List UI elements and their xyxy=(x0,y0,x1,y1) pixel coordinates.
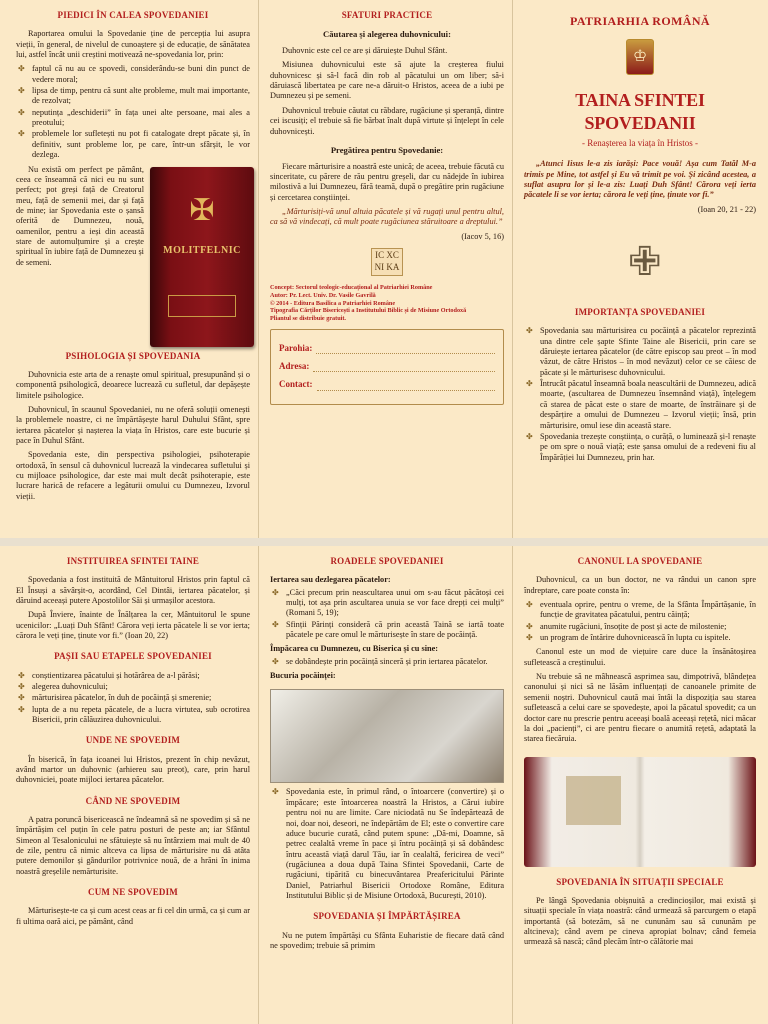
list-item: ✤ lipsa de timp, pentru că sunt alte probleme, mult mai importante, de rezolvat; xyxy=(30,86,250,107)
free-note: Pliantul se distribuie gratuit. xyxy=(270,315,346,323)
paragraph: Spovedania este, din perspectiva psihologiei, psihoterapie ortodoxă, în sensul că duhovnicul lucrează la vindecarea sufletului și cu mijloace psihologice, dar este mai mult decât psihoterapie, este lucrare harică de refacere a legăturii omului cu Dumnezeu, Izvorul vieții. xyxy=(16,450,250,501)
section-heading: SFATURI PRACTICE xyxy=(341,10,433,20)
credit-line: Concept: Sectorul teologic-educațional al Patriarhiei Române xyxy=(270,284,433,292)
confession-photo xyxy=(270,689,504,783)
panel-obstacles xyxy=(8,0,258,506)
paragraph: Raportarea omului la Spovedanie ține de percepția lui asupra vieții, în general, de nivelul de cunoaștere și de educație, de sănătatea lui, astfel încât unii creștini motivează ne-spovedania lor, prin: xyxy=(16,29,250,59)
fill-line xyxy=(316,345,495,354)
panel-practical-advice xyxy=(262,0,512,405)
list-item: ✤ neputința „deschiderii” în fața unei alte persoane, mai ales a preotului; xyxy=(30,108,250,129)
fill-line xyxy=(313,363,495,372)
paragraph: Nu trebuie să ne mâhnească asprimea sau, dimpotrivă, blândețea canonului și nici să ne lăsăm influențați de canoanele primite de semenii noștri. Duhovnicul caută mai întâi la dispoziția sau starea sufletească a celui care se spovedește, apoi la păcatul spovedit; ca un doctor care nu prescrie pentru aceeași boală aceeași rețetă, nici măcar la doi „pacienți”, ci are pentru fiecare o anumită rețetă, adaptată la starea fiecăruia. xyxy=(524,672,756,744)
paragraph: În biserică, în fața icoanei lui Hristos, prezent în chip nevăzut, având martor un duhovnic (arhiereu sau preot), care, prin harul duhovniciei, poate mijloci iertarea păcatelor. xyxy=(16,754,250,785)
field-label: Parohia: xyxy=(279,342,313,353)
field-label: Contact: xyxy=(279,379,313,390)
column-divider xyxy=(512,0,513,538)
fill-line xyxy=(317,382,496,391)
section-heading: PIEDICI ÎN CALEA SPOVEDANIEI xyxy=(57,10,209,20)
list-item: ✤ mărturisirea păcatelor, în duh de pocăință și smerenie; xyxy=(30,693,250,703)
paragraph: Nu ne putem împărtăși cu Sfânta Euharistie de fiecare dată când ne spovedim; trebuie să primim xyxy=(270,930,504,951)
field-label: Adresa: xyxy=(279,361,310,372)
patriarchate-crest-icon: ♔ xyxy=(626,39,654,75)
parish-field xyxy=(279,343,495,354)
section-heading: ROADELE SPOVEDANIEI xyxy=(330,556,444,566)
section-heading: CÂND NE SPOVEDIM xyxy=(85,795,181,806)
list-item: ✤ Spovedania sau mărturisirea cu pocăință a păcatelor reprezintă una dintre cele șapte Sfinte Taine ale Bisericii, prin care se dăruiește iertarea păcatelor (de către episcop sau preot – în mod văzut, de către Hristos – în mod nevăzut) celor ce se căiesc de păcate și le mărturisesc duhovnicului. xyxy=(538,326,756,378)
paragraph: Mărturisește-te ca și cum acest ceas ar fi cel din urmă, ca și cum ar fi ultima oară aici, pe pământ, când xyxy=(16,906,250,926)
paragraph: Duhovnicul, ca un bun doctor, ne va rândui un canon spre îndreptare, care poate consta în: xyxy=(524,575,756,595)
page-title: TAINA SFINTEI SPOVEDANII xyxy=(575,90,705,133)
leaflet-inner-side xyxy=(0,546,768,1024)
section-heading: SPOVEDANIA ȘI ÎMPĂRTĂȘIREA xyxy=(313,911,461,922)
list-item: ✤ conștientizarea păcatului și hotărârea de a-l părăsi; xyxy=(30,671,250,681)
credit-line: © 2014 - Editura Basilica a Patriarhiei Române xyxy=(270,299,396,307)
section-heading: UNDE NE SPOVEDIM xyxy=(85,735,181,746)
paragraph: Duhovnicul trebuie căutat cu răbdare, rugăciune și speranță, dintre cei iscusiți; el trebuie să fie bărbat înalt după virtute și înțelept în cele duhovnicești. xyxy=(270,105,504,136)
paragraph: Nu există om perfect pe pământ, ceea ce înseamnă că nici eu nu sunt perfect; pot greși față de Creatorul meu, față de semenii mei, dar și față de mine; iar Spovedania este o șansă oferită de Dumnezeu, nouă, oamenilor, pentru a ieși din această stare de automulțumire și a crește spiritual în iubire față de Dumnezeu și de semeni. xyxy=(16,164,144,267)
paragraph: Pe lângă Spovedania obișnuită a credincioșilor, mai există și situații speciale în viața noastră: când urmează să parcurgem o etapă importantă (să botezăm, să ne cununăm sau să cununăm pe altcineva); când avem pe cineva apropiat bolnav; când femeia urmează să nască; când plecăm într-o călătorie mai xyxy=(524,895,756,947)
importance-list xyxy=(524,326,756,463)
list-item: ✤ eventuala oprire, pentru o vreme, de la Sfânta Împărtășanie, în funcție de gravitatea păcatului, pentru căință; xyxy=(538,600,756,621)
page-subtitle: - Renașterea la viața în Hristos - xyxy=(582,138,698,148)
subheading: Împăcarea cu Dumnezeu, cu Biserica și cu sine: xyxy=(270,644,439,654)
list-item: ✤ „Căci precum prin neascultarea unui om s-au făcut păcătoși cei mulți, tot așa prin ascultarea unuia se vor face drepți cei mulți” (Romani 5, 19); xyxy=(284,588,504,619)
section-heading: SPOVEDANIA ÎN SITUAȚII SPECIALE xyxy=(556,876,724,887)
blessing-cross-icon: ✙ xyxy=(628,239,662,285)
list-item: ✤ Sfinții Părinți consideră că prin această Taină se iartă toate păcatele pe care omul le mărturisește în stare de pocăință. xyxy=(284,620,504,641)
paragraph: Misiunea duhovnicului este să ajute la creșterea fiului duhovnicesc și să-l facă din rob al păcatului un om liber; să-i dăruiască libertatea pe care ne-a dăruit-o Hristos, aceea de a iubi pe Dumnezeu și pe semeni. xyxy=(270,60,504,101)
forgiveness-list xyxy=(270,588,504,641)
column-divider xyxy=(258,546,259,1024)
paragraph: Spovedania a fost instituită de Mântuitorul Hristos prin faptul că El Însuși a săvârșit-o, acordând, Cel Dintâi, iertarea păcatelor, și dăruind aceeași putere Apostolilor Săi și urmașilor acestora. xyxy=(16,575,250,605)
paragraph: Duhovnicia este arta de a renaște omul spiritual, presupunând și o componentă psihologică, deoarece lucrează cu sufletul, dar depășește limitele psihologice. xyxy=(16,369,250,400)
panel-institution xyxy=(8,546,258,931)
section-heading: PSIHOLOGIA ȘI SPOVEDANIA xyxy=(65,350,201,361)
column-divider xyxy=(512,546,513,1024)
paragraph: Duhovnic este cel ce are și dăruiește Duhul Sfânt. xyxy=(282,45,448,55)
steps-list xyxy=(16,671,250,726)
panel-canon xyxy=(516,546,764,952)
list-item: ✤ un program de întărire duhovnicească în lupta cu ispitele. xyxy=(538,633,756,643)
list-item: ✤ Spovedania este, în primul rând, o întoarcere (convertire) și o împăcare; este întoarcerea noastră la Hristos, a Cărui iubire pentru noi nu are limite. Care niciodată nu Se îndepărtează de noi, doar noi, deseori, ne îndepărtăm de El; este o convertire care aduce bucurie curată, când putem spune: „Dă-mi, Doamne, să petrec cealaltă vreme în pace și întru pocăință și să dobândesc întru această viață darul Tău, iar în cealaltă, fericirea de veci” (rugăciunea a doua după Taina Sfintei Spovedanii, Carte de rugăciuni, tipărită cu binecuvântarea Preafericitului Părinte Daniel, Patriarhul Bisericii Ortodoxe Române, Editura Institutului Biblic și de Misiune Ortodoxă, București, 2010). xyxy=(284,787,504,901)
panel-fruits xyxy=(262,546,512,955)
section-heading: PAȘII SAU ETAPELE SPOVEDANIEI xyxy=(54,651,212,662)
canon-list xyxy=(524,600,756,643)
subheading: Căutarea și alegerea duhovnicului: xyxy=(323,29,451,40)
credits xyxy=(270,284,504,323)
molitfelnic-book-image xyxy=(150,167,254,347)
scripture-quote: „Atunci Iisus le-a zis iarăși: Pace vouă! Așa cum Tatăl M-a trimis pe Mine, tot astfel și Eu vă trimit pe voi. Și zicând acestea, a suflat asupra lor și le-a zis: Luați Duh Sfânt! Cărora veți ierta păcatele li se vor ierta; cărora le veți ține, ținute vor fi.” xyxy=(524,159,756,200)
paragraph: Fiecare mărturisire a noastră este unică; de aceea, trebuie făcută cu sinceritate, cu părere de rău pentru greșeli, dar cu nădejde în iubirea milostivă a lui Dumnezeu, fără teamă, după o pregătire prin rugăciune și cercetarea conștiinței. xyxy=(270,161,504,202)
paragraph: După Înviere, înainte de Înălțarea la cer, Mântuitorul le spune ucenicilor: „Luați Duh Sfânt! Cărora veți ierta păcatele li se vor ierta; cărora le veți ține, ținute vor fi.” (Ioan 20, 22) xyxy=(16,610,250,641)
contact-field xyxy=(279,379,495,390)
list-item: ✤ anumite rugăciuni, însoțite de post și acte de milostenie; xyxy=(538,622,756,632)
list-item: ✤ Spovedania trezește conștiința, o curăță, o luminează și-l renaște pe om spre o nouă viață; este șansa omului de a redeveni fiu al Împărăției lui Dumnezeu, prin har. xyxy=(538,432,756,463)
scripture-quote: „Mărturisiți-vă unul altuia păcatele și vă rugați unul pentru altul, ca să vă vindecați, că mult poate rugăciunea stăruitoare a dreptului.” xyxy=(270,207,504,227)
credit-line: Autor: Pr. Lect. Univ. Dr. Vasile Gavrilă xyxy=(270,291,376,299)
icxc-monogram-icon: IC XC NI KA xyxy=(371,248,403,276)
joy-list xyxy=(270,787,504,901)
section-heading: INSTITUIREA SFINTEI TAINE xyxy=(66,556,200,566)
paragraph: Duhovnicul, în scaunul Spovedaniei, nu ne oferă soluții omenești la problemele noastre, ci ne împărtășește harul Duhului Sfânt, spre iertarea păcatelor și nașterea la viața în Hristos, care este bucurie și pace în Duhul Sfânt. xyxy=(16,404,250,445)
paragraph: A patra poruncă bisericească ne îndeamnă să ne spovedim și să ne împărtășim cel puțin în cele patru posturi de peste an; iar Sfântul Simeon al Tesalonicului ne sfătuiește să nu întârziem mai mult de 40 de zile, pentru că nimic altceva ca lipsa de mărturisire nu dă atâta putere demonilor și gândurilor potrivnice nouă, de a hrăni în inima noastră greșelile nemărturisite. xyxy=(16,815,250,876)
book-label xyxy=(168,295,236,317)
brand-title: PATRIARHIA ROMÂNĂ xyxy=(569,14,711,28)
panel-cover xyxy=(516,0,764,467)
quote-source: (Iacov 5, 16) xyxy=(461,231,504,241)
parish-contact-box xyxy=(270,329,504,405)
section-heading: IMPORTANȚA SPOVEDANIEI xyxy=(574,307,706,318)
obstacles-list xyxy=(16,64,250,160)
list-item: ✤ faptul că nu au ce spovedi, considerându-se buni din punct de vedere moral; xyxy=(30,64,250,85)
section-heading: CUM NE SPOVEDIM xyxy=(88,887,178,898)
credit-line: Tipografia Cărților Bisericești a Institutului Biblic și de Misiune Ortodoxă xyxy=(270,307,467,315)
cross-icon: ✠ xyxy=(189,193,215,227)
column-divider xyxy=(258,0,259,538)
list-item: ✤ Întrucât păcatul înseamnă boala neascultării de Dumnezeu, adică moarte, (ascultarea de Dumnezeu însemnând viață), înțelegem că starea de păcat este o stare de moarte, de înstrăinare și de despărțire a omului de Dumnezeu – Izvorul vieții; însă, prin mărturisire, omul iese din această stare. xyxy=(538,379,756,431)
section-heading: CANONUL LA SPOVEDANIE xyxy=(577,556,703,566)
open-book-photo xyxy=(524,757,756,867)
reconciliation-list xyxy=(270,657,504,667)
subheading: Pregătirea pentru Spovedanie: xyxy=(330,144,444,155)
book-title: MOLITFELNIC xyxy=(163,244,241,256)
list-item: ✤ problemele lor sufletești nu pot fi catalogate drept păcate și, în definitiv, sunt probleme lor, pe care, într-un sfârșit, le vor dezlega. xyxy=(30,129,250,160)
list-item: ✤ se dobândește prin pocăință sinceră și prin iertarea păcatelor. xyxy=(284,657,504,667)
paragraph: Canonul este un mod de viețuire care duce la însănătoșirea sufletească a creștinului. xyxy=(524,647,756,667)
subheading: Bucuria pocăinței: xyxy=(270,671,336,681)
list-item: ✤ lupta de a nu repeta păcatele, de a lucra virtutea, sub ocrotirea Bisericii, prin călăuzirea duhovnicului. xyxy=(30,705,250,726)
address-field xyxy=(279,361,495,372)
subheading: Iertarea sau dezlegarea păcatelor: xyxy=(270,575,391,585)
quote-source: (Ioan 20, 21 - 22) xyxy=(697,204,756,214)
list-item: ✤ alegerea duhovnicului; xyxy=(30,682,250,692)
